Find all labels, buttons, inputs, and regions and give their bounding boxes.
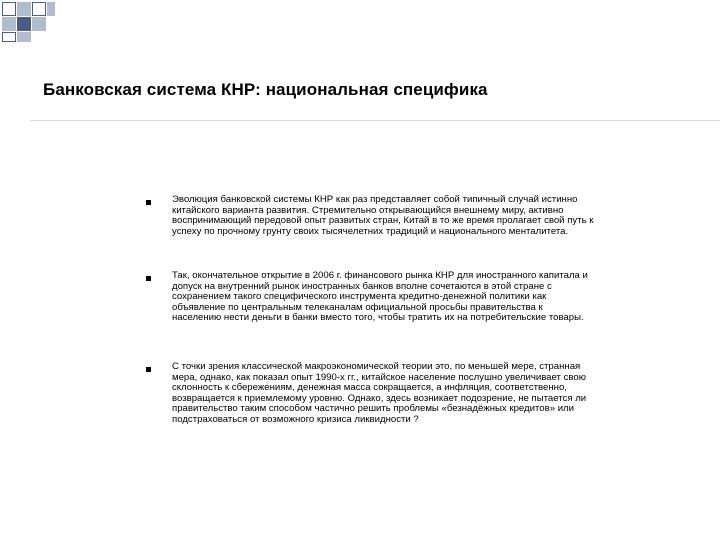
- text-line: китайского варианта развития. Стремительно открывающийся внешнему миру, активно: [172, 204, 564, 216]
- text-line: подстраховаться от возможного кризиса ликвидности ?: [172, 413, 419, 425]
- bullet-text: [172, 362, 704, 426]
- bullet-text: [172, 195, 704, 237]
- text-line: возвращается к приемлемому уровню. Однако, здесь возникает подозрение, не пытается ли: [172, 392, 587, 404]
- square-bullet-icon: [146, 367, 151, 372]
- text-line: Эволюция банковской системы КНР как раз представляет собой типичный случай истинно: [172, 194, 578, 205]
- square-bullet-icon: [146, 200, 151, 205]
- text-line: Так, окончательное открытие в 2006 г. финансового рынка КНР для иностранного капитала и: [172, 270, 588, 281]
- text-line: правительство таким способом частично решить проблемы «безнадёжных кредитов» или: [172, 403, 575, 415]
- text-line: населению нести деньги в банки вместо того, чтобы тратить их на потребительские товары.: [172, 312, 584, 324]
- text-line: допуск на внутренний рынок иностранных банков вполне сочетаются в этой стране с: [172, 280, 552, 292]
- text-line: успеху по прочному грунту своих тысячелетних традиций и национального менталитета.: [172, 225, 569, 237]
- square-bullet-icon: [146, 276, 151, 281]
- text-line: мера, однако, как показал опыт 1990-х гг., китайское население послушно увеличивает свою: [172, 371, 586, 383]
- text-line: С точки зрения классической макроэкономической теории это, по меньшей мере, странная: [172, 361, 581, 372]
- text-line: сохранением такого специфического инструмента кредитно-денежной политики как: [172, 291, 547, 303]
- text-line: объявление по центральным телеканалам официальной просьбы правительства к: [172, 301, 543, 313]
- bullet-text: [172, 271, 704, 324]
- text-line: воспринимающий передовой опыт развитых стран, Китай в то же время пролагает свой путь к: [172, 215, 594, 227]
- slide-title: Банковская система КНР: национальная специфика: [43, 80, 488, 99]
- text-line: склонность к сбережениям, денежная масса сокращается, а инфляция, соответственно,: [172, 382, 567, 394]
